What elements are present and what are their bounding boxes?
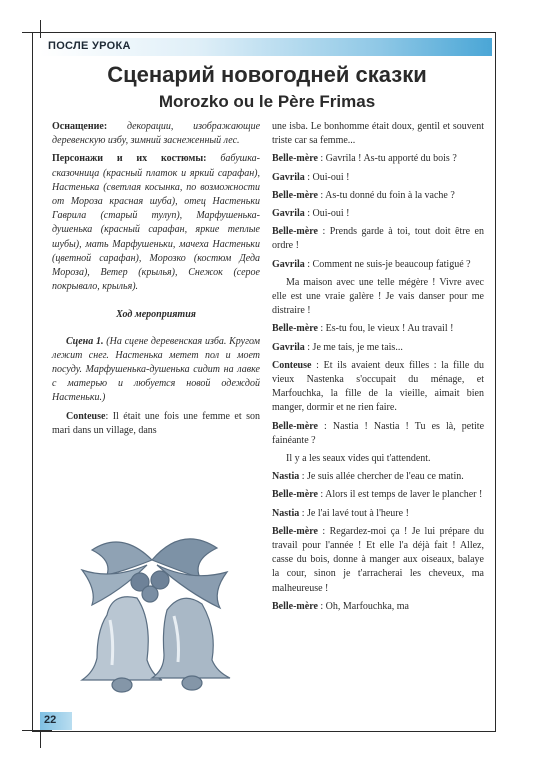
speaker-name: Gavrila (272, 258, 305, 270)
narrator-paragraph (52, 410, 260, 438)
line-text: : Oui-oui ! (307, 208, 350, 220)
page-number: 22 (44, 714, 57, 726)
dialogue-line (272, 488, 484, 502)
line-text: : Je suis allée chercher de l'eau ce matin. (301, 471, 464, 483)
scene-paragraph (52, 335, 260, 406)
equipment-paragraph (52, 120, 260, 148)
speaker-name: Belle-mère (272, 226, 318, 238)
dialogue-line (272, 470, 484, 484)
line-text: : Es-tu fou, le vieux ! Au travail ! (320, 323, 454, 335)
speaker-name: Belle-mère (272, 600, 318, 612)
speaker-name: Belle-mère (272, 153, 318, 165)
dialogue-line (272, 359, 484, 416)
line-text: : Oh, Marfouchka, ma (320, 600, 409, 612)
line-text: : Comment ne suis-je beaucoup fatigué ? (307, 258, 471, 270)
dialogue-line (272, 225, 484, 253)
scene-label: Сцена 1. (66, 335, 104, 347)
page-title: Сценарий новогодней сказки (107, 62, 427, 87)
dialogue-line (272, 152, 484, 166)
line-text: : Prends garde à toi, tout doit être en ordre ! (272, 226, 484, 252)
dialogue-list (272, 152, 484, 614)
speaker-name: Nastia (272, 471, 300, 483)
crop-mark (22, 730, 52, 731)
dialogue-line (272, 189, 484, 203)
characters-text: бабушка-сказочница (красный платок и яркий сарафан), Настенька (светлая косынка, по возможности от Мороза красная шуба), отец Настеньки Гаврила (старый тулуп), Марфушенька-душенька (красный сарафан, яркие теплые шубы), мать Марфушеньки, мачеха Настеньки (цветной сарафан), Морозко (костюм Деда Мороза), Ветер (крылья), Снежок (серое покрывало, крылья). (52, 153, 260, 293)
speaker-name: Gavrila (272, 208, 305, 220)
line-text: Il y a les seaux vides qui t'attendent. (286, 453, 431, 465)
page-subtitle: Morozko ou le Père Frimas (158, 92, 376, 111)
equipment-text: декорации, изображающие деревенскую избу, зимний заснеженный лес. (52, 121, 261, 147)
dialogue-line (272, 452, 484, 466)
line-text: : Alors il est temps de laver le plancher ! (320, 489, 483, 501)
dialogue-line (272, 525, 484, 596)
line-text: : Regardez-moi ça ! Je lui prépare du travail pour l'année ! Et elle l'a déjà fait ! Allez, casse du bois, donne à manger aux oiseaux, balaye la cour, sinon je t'arracherai les cheveux, ma malheureuse ! (272, 525, 484, 594)
speaker-name: Gavrila (272, 171, 305, 183)
continuation-text: une isba. Le bonhomme était doux, gentil et souvent triste car sa femme... (272, 121, 484, 147)
crop-mark (22, 32, 52, 33)
christmas-bells-ornament (52, 520, 252, 710)
line-text: : Et ils avaient deux filles : la fille du vieux Nastenka s'occupait du ménage, et Marfouchka, la fille de la vieille, aimait bien manger, dormir et ne rien faire. (272, 359, 484, 414)
line-text: : Je me tais, je me tais... (307, 341, 403, 353)
scene-text: (На сцене деревенская изба. Кругом лежит снег. Настенька метет пол и моет посуду. Марфушенька-душенька сидит на лавке с матерью и любуется новой одеждой Настеньки.) (52, 335, 260, 404)
speaker-name: Conteuse (272, 359, 312, 371)
line-text: : Oui-oui ! (307, 171, 350, 183)
line-text: : Je l'ai lavé tout à l'heure ! (301, 507, 409, 519)
speaker-name: Belle-mère (272, 420, 318, 432)
characters-label: Персонажи и их костюмы: (52, 153, 207, 165)
section-label: ПОСЛЕ УРОКА (48, 40, 131, 52)
line-text: Ma maison avec une telle mégère ! Vivre avec elle est une vraie galère ! Je vais danser pour me distraire ! (272, 276, 484, 317)
dialogue-line (272, 207, 484, 221)
left-column (52, 120, 260, 442)
characters-paragraph (52, 152, 260, 294)
dialogue-line (272, 420, 484, 448)
equipment-label: Оснащение: (52, 121, 108, 132)
speaker-name: Belle-mère (272, 489, 318, 501)
dialogue-line (272, 258, 484, 272)
line-text: : Gavrila ! As-tu apporté du bois ? (320, 153, 457, 165)
section-heading: Ход мероприятия (116, 309, 196, 321)
speaker-name: Belle-mère (272, 323, 318, 335)
narrator-text: : Il était une fois une femme et son mari dans un village, dans (52, 410, 260, 436)
dialogue-line (272, 322, 484, 336)
dialogue-line (272, 600, 484, 614)
dialogue-line (272, 507, 484, 521)
speaker-name: Belle-mère (272, 189, 318, 201)
narrator-label: Conteuse (66, 410, 106, 422)
dialogue-line (272, 276, 484, 319)
line-text: : As-tu donné du foin à la vache ? (320, 189, 455, 201)
dialogue-line (272, 171, 484, 185)
dialogue-line (272, 341, 484, 355)
speaker-name: Gavrila (272, 341, 305, 353)
right-column (272, 120, 484, 618)
speaker-name: Belle-mère (272, 525, 318, 537)
line-text: : Nastia ! Nastia ! Tu es là, petite fainéante ? (272, 420, 485, 446)
speaker-name: Nastia (272, 507, 300, 519)
